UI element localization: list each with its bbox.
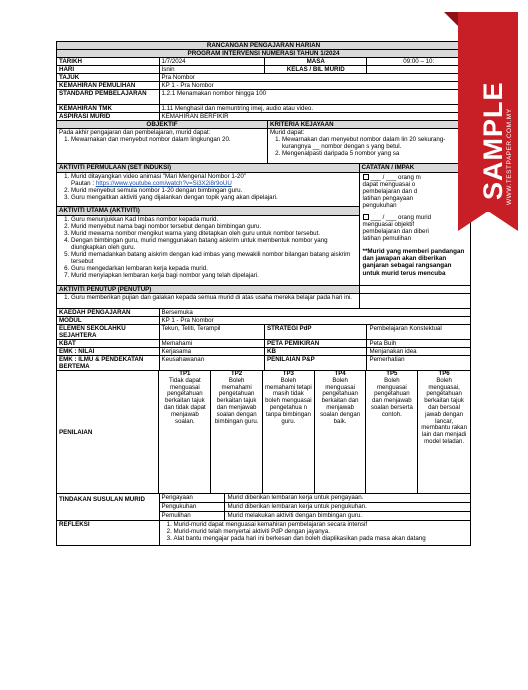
row-modul bbox=[57, 317, 470, 325]
row-tmk bbox=[57, 105, 470, 113]
row-standard bbox=[57, 90, 470, 105]
penutup-item: 1. Guru memberikan pujian dan galakan kepada semua murid di atas usaha mereka belajar pada hari ini. bbox=[71, 294, 357, 301]
utama-item: 1. Guru menunjukkan Kad Imbas nombor kepada murid. bbox=[71, 216, 357, 223]
tmk-label: KEMAHIRAN TMK bbox=[57, 105, 160, 112]
ribbon-fold bbox=[444, 12, 458, 26]
doc-title: RANCANGAN PENGAJARAN HARIAN bbox=[206, 42, 321, 49]
row-susulan bbox=[57, 494, 470, 521]
tp2-cell bbox=[211, 371, 263, 493]
document-page bbox=[56, 41, 471, 653]
aspirasi-label: ASPIRASI MURID bbox=[57, 113, 160, 120]
standard-value: 1.2.1 Menamakan nombor hingga 100 bbox=[161, 90, 267, 97]
permulaan-body bbox=[57, 173, 359, 206]
elemen-label: ELEMEN SEKOLAHKU SEJAHTERA bbox=[57, 325, 160, 339]
row-refleksi bbox=[57, 521, 470, 545]
catatan-text: ___ / ___ orang m bbox=[370, 174, 421, 181]
objektif-intro: Pada akhir pengajaran dan pembelajaran, murid dapat: bbox=[59, 129, 211, 136]
susulan-value: Murid melakukan aktiviti dengan bimbingan guru. bbox=[227, 512, 362, 519]
permulaan-item: 2. Murid menyebut semula nombor 1-20 dengan bimbingan guru. bbox=[71, 187, 357, 194]
tp6-cell bbox=[418, 371, 470, 493]
lesson-plan-table bbox=[56, 41, 471, 546]
refleksi-item: 3. Alat bantu mengajar pada hari ini berkesan dan boleh diaplikasikan pada masa akan datang bbox=[174, 535, 468, 542]
tp4-cell bbox=[315, 371, 367, 493]
tp-text: Tidak dapat menguasai pengetahuan berkaitan tajuk dan tidak dapat menjawab soalan. bbox=[164, 376, 206, 425]
row-tarikh bbox=[57, 58, 470, 66]
susulan-value: Murid diberikan lembaran kerja untuk pengayaan. bbox=[227, 494, 364, 501]
emk-ilmu-value: Keusahawanan bbox=[160, 356, 265, 370]
susulan-row bbox=[160, 512, 470, 520]
modul-label: MODUL bbox=[57, 317, 160, 324]
permulaan-item: 1. Murid ditayangkan video animasi "Mari Mengenal Nombor 1-20" Pautan : https://www.youtube.com/watch?v=Si3X2i8r9oUU bbox=[71, 173, 357, 187]
emk-nilai-label: EMK : NILAI bbox=[57, 348, 160, 355]
row-kemahiran bbox=[57, 82, 470, 90]
refleksi-cell bbox=[160, 521, 470, 545]
emk-nilai-value: Kerjasama bbox=[160, 348, 265, 355]
checkbox-icon[interactable] bbox=[363, 214, 369, 220]
tp-title: TP1 bbox=[179, 371, 191, 377]
catatan-text: pembelajaran dan d bbox=[362, 188, 418, 195]
peta-label: PETA PEMIKIRAN bbox=[265, 340, 368, 347]
susulan-key: Pemulihan bbox=[160, 512, 225, 520]
catatan-text: dapat menguasai o bbox=[362, 181, 416, 188]
susulan-value: Murid diberikan lembaran kerja untuk pengukuhan. bbox=[227, 503, 367, 510]
catatan-text: pengukuhan bbox=[362, 202, 397, 209]
susulan-row bbox=[160, 494, 470, 503]
catatan-text: latihan pengayaan bbox=[362, 195, 414, 202]
catatan-text: latihan pemulihan bbox=[362, 235, 412, 242]
title-row-1 bbox=[57, 42, 470, 50]
penilaian-label: PENILAIAN bbox=[57, 371, 159, 493]
row-emk-ilmu bbox=[57, 356, 470, 371]
ribbon-url-text: WWW.TESTPAPER.COM.MY bbox=[506, 108, 513, 205]
hari-label: HARI bbox=[57, 66, 160, 73]
kriteria-item: 2. Mengenalpasti daripada 5 nombor yang sa bbox=[282, 150, 468, 157]
utama-item: 7. Murid menyiapkan lembaran kerja bagi nombor yang telah dipelajari. bbox=[71, 272, 357, 279]
tp-text: Boleh memahami tetapi masih tidak boleh menguasai pengetahua n tanpa bimbingan guru. bbox=[264, 376, 312, 425]
utama-body bbox=[57, 216, 359, 279]
kriteria-cell bbox=[268, 129, 470, 163]
strategi-label: STRATEGI PdP bbox=[265, 325, 368, 339]
row-activities bbox=[57, 164, 470, 286]
tp5-cell bbox=[366, 371, 418, 493]
kbat-label: KBAT bbox=[57, 340, 160, 347]
row-objektif bbox=[57, 129, 470, 164]
utama-label: AKTIVITI UTAMA (AKTIVITI) bbox=[57, 206, 359, 216]
susulan-key: Pengukuhan bbox=[160, 503, 225, 511]
kaedah-label: KAEDAH PENGAJARAN bbox=[57, 309, 160, 316]
activities-column bbox=[57, 164, 360, 285]
utama-item: 4. Dengan bimbingan guru, murid menggunakan batang aiskrim untuk membentuk nombor yang diungkapkan oleh guru. bbox=[71, 237, 357, 251]
tajuk-value: Pra Nombor bbox=[161, 74, 195, 81]
tp1-cell bbox=[159, 371, 211, 493]
penilaian-pp-value: Pemerhatian bbox=[369, 356, 405, 363]
kb-label: KB bbox=[265, 348, 368, 355]
objektif-label: OBJEKTIF bbox=[57, 121, 268, 128]
tp3-cell bbox=[263, 371, 315, 493]
objektif-cell bbox=[57, 129, 268, 163]
row-aspirasi bbox=[57, 113, 470, 121]
row-penutup bbox=[57, 294, 470, 309]
catatan-text: menguasai objektif bbox=[362, 221, 415, 228]
row-penutup-header bbox=[57, 286, 470, 294]
masa-label: MASA bbox=[265, 58, 368, 65]
tarikh-value: 1/7/2024 bbox=[160, 58, 265, 65]
penutup-label: AKTIVITI PENUTUP (PENUTUP) bbox=[57, 286, 360, 293]
kaedah-value: Bersemuka bbox=[161, 309, 193, 316]
elemen-value: Tekun, Teliti, Terampil bbox=[160, 325, 265, 339]
tp-title: TP4 bbox=[334, 371, 346, 377]
catatan-text: ___ / ___ orang murid bbox=[370, 214, 432, 221]
modul-value: KP 1 - Pra Nombor bbox=[161, 317, 214, 324]
utama-item: 2. Murid menyebut nama bagi nombor tersebut dengan bimbingan guru. bbox=[71, 223, 357, 230]
kbat-value: Memahami bbox=[160, 340, 265, 347]
catatan-note: **Murid yang memberi pandangan dan jawapan akan diberikan ganjaran sebagai rangsangan untuk murid terus mencuba bbox=[362, 248, 465, 277]
tp-title: TP6 bbox=[438, 371, 450, 377]
susulan-row bbox=[160, 503, 470, 512]
susulan-label: TINDAKAN SUSULAN MURID bbox=[57, 494, 160, 520]
kemahiran-value: KP 1 - Pra Nombor bbox=[161, 82, 214, 89]
penilaian-pp-label: PENILAIAN P&P bbox=[265, 356, 368, 370]
aspirasi-value: KEMAHIRAN BERFIKIR bbox=[161, 113, 229, 120]
hari-value: Isnin bbox=[160, 66, 265, 73]
catatan-label: CATATAN / IMPAK bbox=[360, 164, 470, 173]
kemahiran-label: KEMAHIRAN PEMULIHAN bbox=[57, 82, 160, 89]
utama-item: 5. Murid memadankan batang aiskrim dengan kad imbas yang mewakili nombor bilangan batang aiskrim tersebut bbox=[71, 251, 357, 265]
video-link[interactable]: https://www.youtube.com/watch?v=Si3X2i8r9oUU bbox=[95, 180, 232, 187]
ribbon-tip bbox=[458, 211, 518, 231]
sample-ribbon bbox=[444, 0, 528, 232]
penutup-cell bbox=[57, 294, 360, 308]
peta-value: Peta Buih bbox=[369, 340, 397, 347]
row-kaedah bbox=[57, 309, 470, 317]
utama-item: 3. Murid mewarna nombor mengikut warna yang ditetapkan oleh guru untuk nombor tersebut. bbox=[71, 230, 357, 237]
tp-title: TP3 bbox=[282, 371, 294, 377]
row-emk-nilai bbox=[57, 348, 470, 356]
tmk-value: 1.11 Menghasil dan memuntring imej, audio atau video. bbox=[161, 105, 314, 112]
kelas-label: KELAS / BIL MURID bbox=[265, 66, 368, 73]
row-tajuk bbox=[57, 74, 470, 82]
objektif-item: 1. Mewarnakan dan menyebut nombor dalam lingkungan 20. bbox=[71, 136, 265, 143]
row-kbat bbox=[57, 340, 470, 348]
title-row-2 bbox=[57, 50, 470, 58]
refleksi-item: 2. Murid-murid telah menyertai aktiviti PdP dengan jayanya. bbox=[174, 528, 468, 535]
strategi-value: Pembelajaran Konstektual bbox=[369, 325, 442, 332]
kriteria-item: 1. Mewarnakan dan menyebut nombor dalam lin 20 sekurang-kurangnya __ nombor dengan s yang betul. bbox=[282, 136, 468, 150]
susulan-table bbox=[160, 494, 470, 520]
row-elemen bbox=[57, 325, 470, 340]
kriteria-label: KRITERIA KEJAYAAN bbox=[269, 121, 334, 128]
tp-text: Boleh menguasai, pengetahuan berkaitan tajuk dan bersoal jawab dengan lancar, membantu rakan lain dan menjadi model teladan. bbox=[421, 376, 467, 445]
checkbox-icon[interactable] bbox=[363, 174, 369, 180]
susulan-key: Pengayaan bbox=[160, 494, 225, 502]
row-hari bbox=[57, 66, 470, 74]
pautan-label: Pautan : bbox=[71, 180, 95, 187]
tarikh-label: TARIKH bbox=[57, 58, 160, 65]
row-penilaian bbox=[57, 371, 470, 494]
tp-title: TP2 bbox=[231, 371, 243, 377]
permulaan-label: AKTIVITI PERMULAAN (SET INDUKSI) bbox=[57, 164, 359, 173]
permulaan-item: 3. Guru mengaitkan aktiviti yang dijalankan dengan topik yang akan dipelajari. bbox=[71, 194, 357, 201]
doc-subtitle: PROGRAM INTERVENSI NUMERASI TAHUN 1/2024 bbox=[187, 50, 340, 57]
catatan-text: pembelajaran dan diberi bbox=[362, 228, 429, 235]
tp-text: Boleh menguasai pengetahuan berkaitan dan menjawab soalan dengan baik. bbox=[320, 376, 361, 425]
emk-ilmu-label: EMK : ILMU & PENDEKATAN BERTEMA bbox=[57, 356, 160, 370]
refleksi-item: 1. Murid-murid dapat menguasai kemahiran pembelajaran secara intensif bbox=[174, 521, 468, 528]
tp-text: Boleh menguasai pengetahuan dan menjawab soalan berserta contoh. bbox=[370, 376, 413, 418]
ribbon-sample-text: SAMPLE bbox=[478, 81, 508, 200]
utama-item: 6. Guru mengedarkan lembaran kerja kepada murid. bbox=[71, 265, 357, 272]
tajuk-label: TAJUK bbox=[57, 74, 160, 81]
masa-value: 09:00 – 10: bbox=[403, 58, 435, 65]
kb-value: Menjanakan idea bbox=[369, 348, 417, 355]
tp-text: Boleh memahami pengetahuan berkaitan tajuk dan menjawab soalan dengan bimbingan guru. bbox=[214, 376, 259, 425]
refleksi-label: REFLEKSI bbox=[57, 521, 160, 545]
standard-label: STANDARD PEMBELAJARAN bbox=[57, 90, 160, 104]
tp-title: TP5 bbox=[386, 371, 398, 377]
row-objektif-header bbox=[57, 121, 470, 129]
kriteria-intro: Murid dapat: bbox=[269, 129, 305, 136]
